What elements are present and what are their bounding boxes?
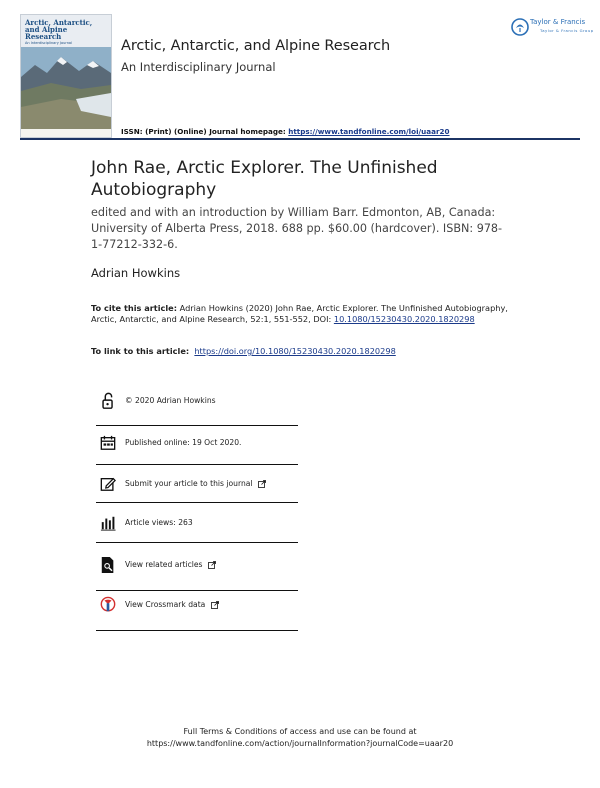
related-articles-search-icon: [100, 556, 116, 574]
journal-subtitle: An Interdisciplinary Journal: [121, 60, 276, 74]
crossmark-link[interactable]: [125, 600, 219, 609]
divider: [96, 502, 298, 503]
article-doi-link[interactable]: https://doi.org/10.1080/15230430.2020.1820298: [194, 346, 396, 356]
publisher-subname: Taylor & Francis Group: [540, 28, 594, 33]
related-articles-link[interactable]: [125, 560, 216, 569]
bar-chart-icon: [100, 514, 116, 532]
submit-article-link[interactable]: [125, 479, 266, 488]
cover-title: Arctic, Antarctic, and Alpine Research: [25, 18, 93, 41]
crossmark-icon: [100, 596, 116, 614]
journal-cover: [20, 14, 112, 138]
external-link-icon: [258, 480, 266, 488]
calendar-icon: [100, 434, 116, 452]
header-rule: [20, 138, 580, 140]
open-access-lock-icon: [100, 392, 116, 410]
article-views: Article views: 263: [125, 518, 193, 527]
copyright-row: [96, 392, 298, 412]
footer-terms-link[interactable]: https://www.tandfonline.com/action/journalInformation?journalCode=uaar20: [146, 739, 454, 748]
issn-line: [121, 127, 450, 136]
footer-line-1: Full Terms & Conditions of access and use can be found at: [183, 727, 417, 736]
divider: [96, 425, 298, 426]
divider: [96, 630, 298, 631]
citation-label: To cite this article:: [91, 303, 177, 313]
edit-pencil-icon: [100, 475, 116, 493]
article-subtitle: edited and with an introduction by William Barr. Edmonton, AB, Canada: University of Alberta Press, 2018. 688 pp. $60.00 (hardcover). ISBN: 978-1-77212-332-6.: [91, 206, 503, 251]
crossmark-label: View Crossmark data: [125, 600, 206, 609]
related-row[interactable]: [96, 556, 298, 576]
issn-label: ISSN: (Print) (Online) Journal homepage:: [121, 127, 286, 136]
cover-photo: [21, 47, 111, 129]
copyright-text: © 2020 Adrian Howkins: [125, 396, 216, 405]
article-author: Adrian Howkins: [91, 266, 181, 280]
cover-subtitle: An Interdisciplinary Journal: [25, 41, 73, 45]
published-row: [96, 434, 298, 454]
article-link-line: [91, 346, 396, 356]
publisher-name: Taylor & Francis: [530, 18, 586, 26]
divider: [96, 590, 298, 591]
submit-label: Submit your article to this journal: [125, 479, 253, 488]
related-label: View related articles: [125, 560, 203, 569]
article-title: John Rae, Arctic Explorer. The Unfinished Autobiography: [91, 158, 438, 200]
citation-doi-link[interactable]: 10.1080/15230430.2020.1820298: [333, 314, 475, 324]
submit-row[interactable]: [96, 475, 298, 495]
link-label: To link to this article:: [91, 346, 190, 356]
footer-terms: [0, 726, 600, 750]
external-link-icon: [208, 561, 216, 569]
divider: [96, 464, 298, 465]
views-row: [96, 514, 298, 534]
cover-footer: [21, 129, 111, 137]
journal-title: Arctic, Antarctic, and Alpine Research: [121, 38, 391, 54]
citation-text: Adrian Howkins (2020) John Rae, Arctic Explorer. The Unfinished Autobiography, Arctic, Antarctic, and Alpine Research, 52:1, 551-552, DOI:: [91, 303, 508, 324]
journal-homepage-link[interactable]: https://www.tandfonline.com/loi/uaar20: [288, 127, 450, 136]
citation-block: [91, 303, 511, 325]
divider: [96, 542, 298, 543]
crossmark-row[interactable]: [96, 596, 298, 616]
published-date: Published online: 19 Oct 2020.: [125, 438, 242, 447]
external-link-icon: [211, 601, 219, 609]
